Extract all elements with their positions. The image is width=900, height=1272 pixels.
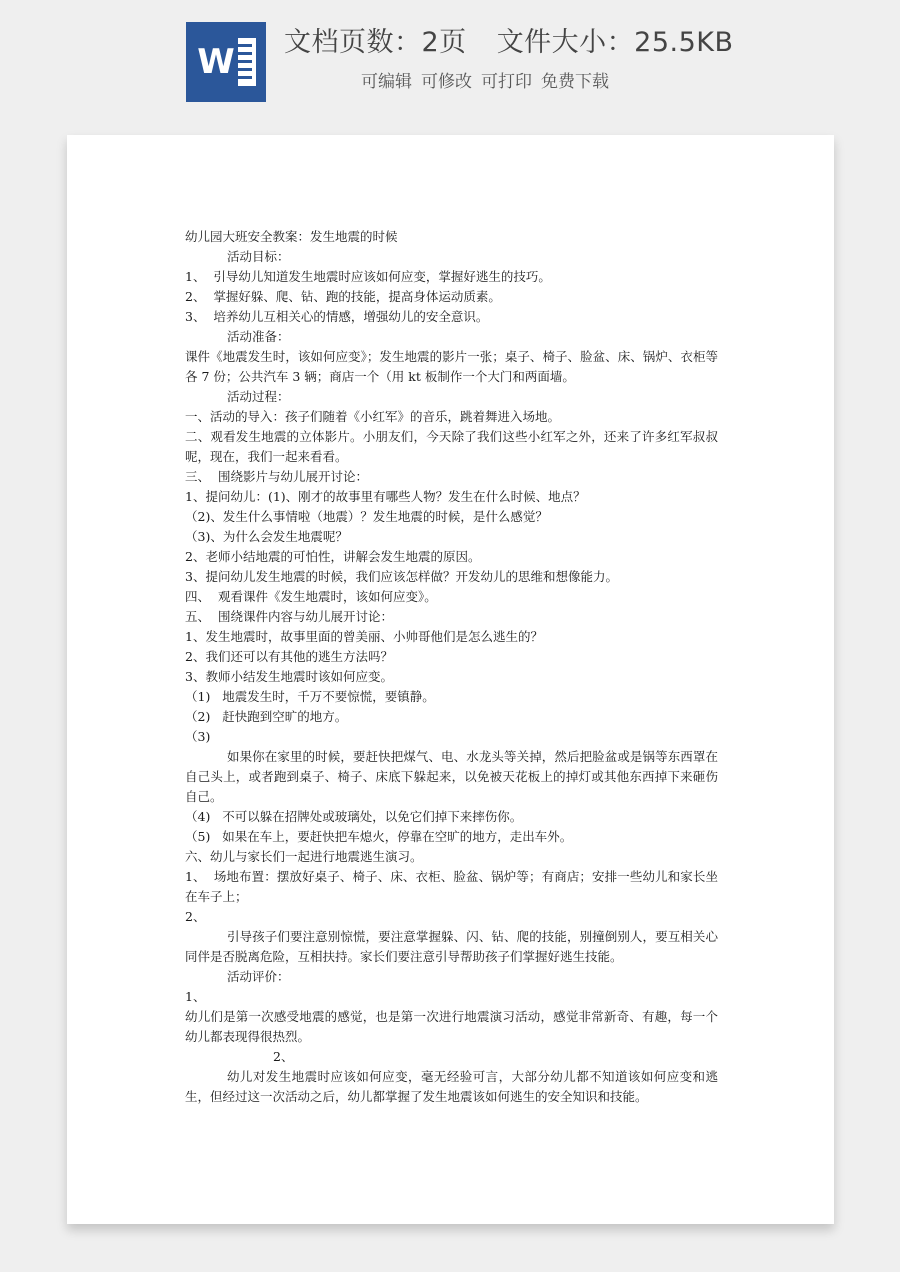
prep-text: 课件《地震发生时，该如何应变》；发生地震的影片一张；桌子、椅子、脸盆、床、锅炉、衣柜等各 7 份；公共汽车 3 辆；商店一个（用 kt 板制作一个大门和两面墙。 xyxy=(185,349,718,384)
drill-text: 引导孩子们要注意别惊慌，要注意掌握躲、闪、钻、爬的技能，别撞倒别人，要互相关心同伴是否脱离危险，互相扶持。家长们要注意引导帮助孩子们掌握好逃生技能。 xyxy=(185,929,718,964)
process-step: 六、幼儿与家长们一起进行地震逃生演习。 xyxy=(185,849,423,864)
page-count: 文档页数：2页 xyxy=(284,27,467,58)
process-step: （2)、发生什么事情啦（地震）？发生地震的时候，是什么感觉？ xyxy=(185,509,548,524)
process-step: 一、活动的导入：孩子们随着《小红军》的音乐，跳着舞进入场地。 xyxy=(185,409,561,424)
process-step: 1、发生地震时，故事里面的曾美丽、小帅哥他们是怎么逃生的？ xyxy=(185,629,543,644)
goal-item: 1、 引导幼儿知道发生地震时应该如何应变，掌握好逃生的技巧。 xyxy=(185,269,551,284)
feature-free-download: 免费下载 xyxy=(541,72,609,92)
feature-printable: 可打印 xyxy=(481,72,532,92)
goals-heading: 活动目标： xyxy=(227,249,290,264)
drill-item: 1、 场地布置：摆放好桌子、椅子、床、衣柜、脸盆、锅炉等；有商店；安排一些幼儿和家长坐在车子上； xyxy=(185,869,718,904)
process-step: 3、提问幼儿发生地震的时候，我们应该怎样做？开发幼儿的思维和想像能力。 xyxy=(185,569,618,584)
drill-label: 2、 xyxy=(185,909,206,924)
process-step: （2) 赶快跑到空旷的地方。 xyxy=(185,709,348,724)
file-info xyxy=(284,20,734,59)
eval-label: 1、 xyxy=(185,989,206,1004)
eval-text: 幼儿对发生地震时应该如何应变，毫无经验可言，大部分幼儿都不知道该如何应变和逃生，但经过这一次活动之后，幼儿都掌握了发生地震该如何逃生的安全知识和技能。 xyxy=(185,1069,718,1104)
process-step: 3、教师小结发生地震时该如何应变。 xyxy=(185,669,393,684)
eval-text: 幼儿们是第一次感受地震的感觉，也是第一次进行地震演习活动，感觉非常新奇、有趣，每一个幼儿都表现得很热烈。 xyxy=(185,1009,718,1044)
document-title: 幼儿园大班安全教案：发生地震的时候 xyxy=(185,229,398,244)
process-step: （5) 如果在车上，要赶快把车熄火，停靠在空旷的地方，走出车外。 xyxy=(185,829,573,844)
process-step: （4) 不可以躲在招牌处或玻璃处，以免它们掉下来摔伤你。 xyxy=(185,809,523,824)
download-banner xyxy=(0,0,900,120)
document-body xyxy=(185,227,718,1107)
process-step: （1) 地震发生时，千万不要惊慌，要镇静。 xyxy=(185,689,435,704)
goal-item: 2、 掌握好躲、爬、钻、跑的技能，提高身体运动质素。 xyxy=(185,289,501,304)
feature-list xyxy=(361,67,618,92)
process-step: 1、提问幼儿：(1)、刚才的故事里有哪些人物？发生在什么时候、地点？ xyxy=(185,489,586,504)
file-size: 文件大小：25.5KB xyxy=(496,27,734,58)
goal-item: 3、 培养幼儿互相关心的情感，增强幼儿的安全意识。 xyxy=(185,309,489,324)
process-step: 五、 围绕课件内容与幼儿展开讨论： xyxy=(185,609,393,624)
word-document-icon xyxy=(186,22,266,102)
document-page xyxy=(67,135,834,1224)
process-step: （3) xyxy=(185,729,211,744)
process-step: （3)、为什么会发生地震呢？ xyxy=(185,529,348,544)
process-step: 三、 围绕影片与幼儿展开讨论： xyxy=(185,469,368,484)
process-step: 二、观看发生地震的立体影片。小朋友们，今天除了我们这些小红军之外，还来了许多红军叔叔呢，现在，我们一起来看看。 xyxy=(185,429,718,464)
home-advice: 如果你在家里的时候，要赶快把煤气、电、水龙头等关掉，然后把脸盆或是锅等东西罩在自己头上，或者跑到桌子、椅子、床底下躲起来，以免被天花板上的掉灯或其他东西掉下来砸伤自己。 xyxy=(185,749,718,804)
process-step: 四、 观看课件《发生地震时，该如何应变》。 xyxy=(185,589,437,604)
eval-heading: 活动评价： xyxy=(227,969,290,984)
feature-editable: 可编辑 xyxy=(361,72,412,92)
eval-label: 2、 xyxy=(273,1049,294,1064)
feature-modifiable: 可修改 xyxy=(421,72,472,92)
process-heading: 活动过程： xyxy=(227,389,290,404)
process-step: 2、老师小结地震的可怕性，讲解会发生地震的原因。 xyxy=(185,549,481,564)
prep-heading: 活动准备： xyxy=(227,329,290,344)
process-step: 2、我们还可以有其他的逃生方法吗？ xyxy=(185,649,393,664)
word-icon-letter: W xyxy=(194,34,238,90)
